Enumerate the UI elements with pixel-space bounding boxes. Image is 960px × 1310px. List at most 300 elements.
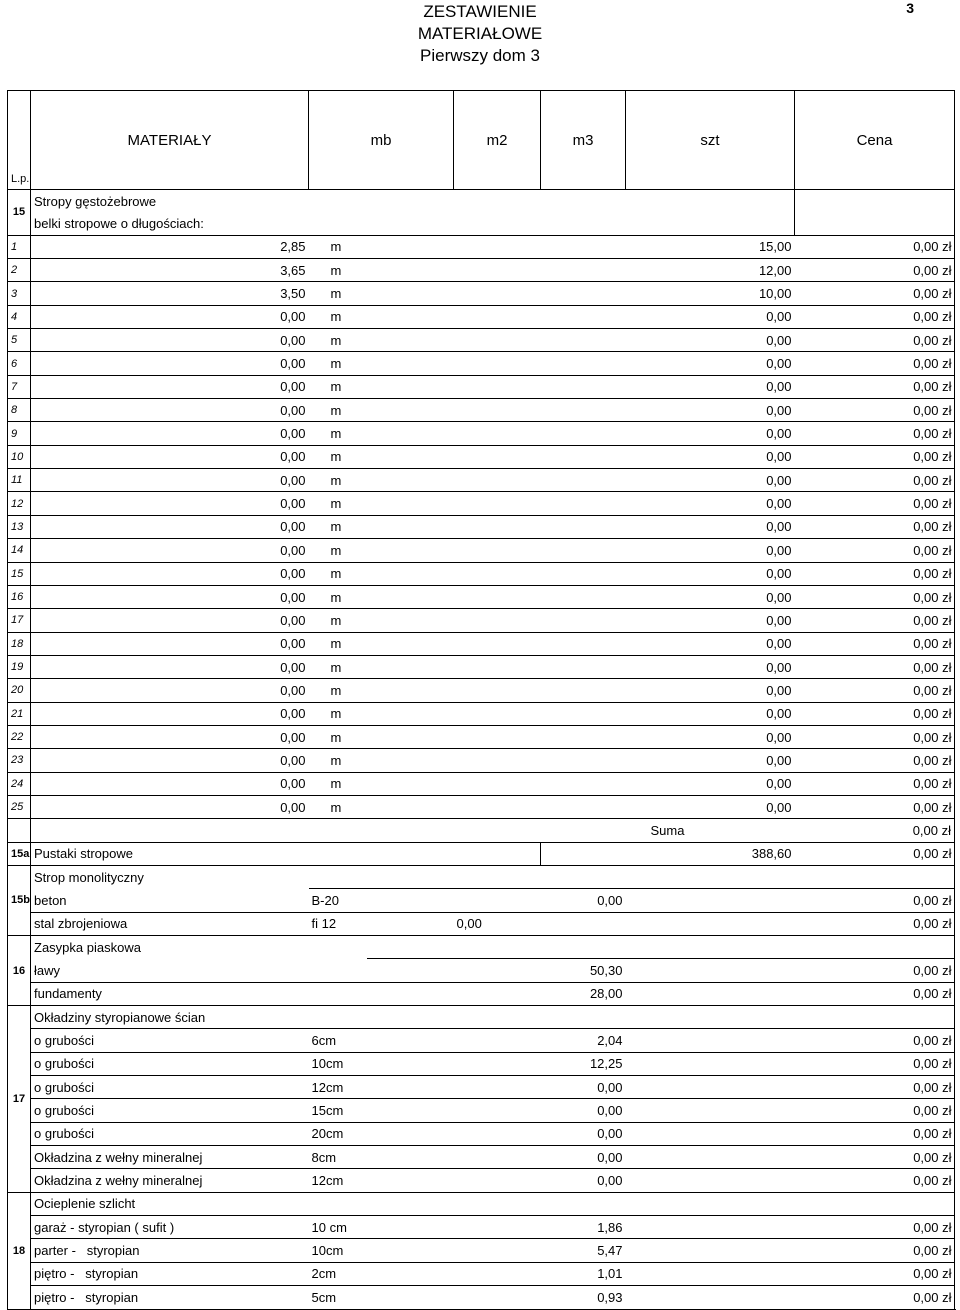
- empty-cell: [367, 679, 454, 702]
- szt-value: 0,00: [541, 305, 795, 328]
- table-row: [8, 1239, 955, 1262]
- cena-value: 0,00 zł: [795, 422, 955, 445]
- cena-value: 0,00 zł: [795, 1169, 955, 1192]
- empty-cell: [626, 1146, 795, 1169]
- cena-value: 0,00 zł: [795, 749, 955, 772]
- empty-cell: [454, 982, 541, 1005]
- empty-cell: [454, 469, 541, 492]
- empty-cell: [454, 1286, 541, 1309]
- spec-value: 5cm: [309, 1286, 454, 1309]
- empty-cell: [367, 422, 454, 445]
- unit-label: m: [309, 562, 367, 585]
- empty-cell: [367, 469, 454, 492]
- table-row: [8, 1146, 955, 1169]
- table-row: [8, 749, 955, 772]
- empty-cell: [454, 1099, 541, 1122]
- spec-value: fi 12: [309, 912, 454, 935]
- empty-cell: [626, 1286, 795, 1309]
- empty-cell: [626, 1122, 795, 1145]
- szt-value: 0,00: [541, 772, 795, 795]
- szt-value: 388,60: [541, 842, 795, 865]
- unit-label: m: [309, 375, 367, 398]
- cena-value: 0,00 zł: [795, 1262, 955, 1285]
- empty-cell: [626, 1216, 795, 1239]
- cena-value: 0,00 zł: [795, 329, 955, 352]
- row-number: 25: [8, 795, 31, 818]
- unit-label: m: [309, 352, 367, 375]
- empty-cell: [626, 1099, 795, 1122]
- empty-cell: [367, 259, 454, 282]
- empty-cell: [454, 259, 541, 282]
- cena-value: 0,00 zł: [795, 445, 955, 468]
- cena-value: 0,00 zł: [795, 1052, 955, 1075]
- row-number: 12: [8, 492, 31, 515]
- empty-cell: [454, 562, 541, 585]
- spec-value: 12cm: [309, 1169, 454, 1192]
- spec-value: 2cm: [309, 1262, 454, 1285]
- cena-value: 0,00 zł: [795, 1122, 955, 1145]
- empty-cell: [454, 1216, 541, 1239]
- empty-cell: [454, 235, 541, 258]
- empty-cell: [454, 702, 541, 725]
- szt-value: 0,00: [541, 795, 795, 818]
- szt-value: 0,00: [541, 492, 795, 515]
- row-number: 13: [8, 515, 31, 538]
- mb-value: 0,00: [454, 912, 541, 935]
- row-number: 23: [8, 749, 31, 772]
- length-value: 0,00: [31, 469, 309, 492]
- table-row: [8, 632, 955, 655]
- row-number: 18: [8, 632, 31, 655]
- material-name: o grubości: [31, 1076, 309, 1099]
- length-value: 3,50: [31, 282, 309, 305]
- material-name: piętro - styropian: [31, 1262, 309, 1285]
- table-row: [8, 609, 955, 632]
- length-value: 0,00: [31, 655, 309, 678]
- length-value: 0,00: [31, 305, 309, 328]
- length-value: 0,00: [31, 352, 309, 375]
- table-row: [8, 1099, 955, 1122]
- unit-label: m: [309, 655, 367, 678]
- m2-value: 0,00: [541, 1169, 626, 1192]
- table-row: [8, 1076, 955, 1099]
- spec-value: 6cm: [309, 1029, 454, 1052]
- empty-cell: [367, 609, 454, 632]
- unit-label: m: [309, 585, 367, 608]
- empty-cell: [367, 585, 454, 608]
- table-row: [8, 352, 955, 375]
- unit-label: m: [309, 329, 367, 352]
- unit-label: m: [309, 609, 367, 632]
- table-row: [8, 655, 955, 678]
- section-subtitle-row: [8, 212, 955, 235]
- empty-cell: [367, 539, 454, 562]
- table-row: [8, 679, 955, 702]
- row-number: 3: [8, 282, 31, 305]
- unit-label: m: [309, 632, 367, 655]
- table-row: [8, 375, 955, 398]
- unit-label: m: [309, 795, 367, 818]
- empty-cell: [454, 1076, 541, 1099]
- szt-value: 0,00: [541, 632, 795, 655]
- section-row: [8, 190, 955, 213]
- cena-value: 0,00 zł: [795, 842, 955, 865]
- table-row: [8, 515, 955, 538]
- col-header-m3: m3: [541, 91, 626, 190]
- szt-value: 0,00: [541, 375, 795, 398]
- unit-label: m: [309, 702, 367, 725]
- szt-value: 12,00: [541, 259, 795, 282]
- material-name: o grubości: [31, 1052, 309, 1075]
- empty-cell: [454, 632, 541, 655]
- empty-cell: [454, 1239, 541, 1262]
- empty-cell: [454, 305, 541, 328]
- empty-cell: [454, 492, 541, 515]
- table-row: [8, 305, 955, 328]
- unit-label: m: [309, 469, 367, 492]
- empty-cell: [795, 190, 955, 213]
- row-number: 1: [8, 235, 31, 258]
- empty-cell: [367, 445, 454, 468]
- empty-cell: [367, 492, 454, 515]
- cena-value: 0,00 zł: [795, 1076, 955, 1099]
- table-row: [8, 492, 955, 515]
- empty-cell: [8, 819, 31, 842]
- empty-cell: [626, 1239, 795, 1262]
- spec-value: 15cm: [309, 1099, 454, 1122]
- cena-value: 0,00 zł: [795, 562, 955, 585]
- table-row: [8, 1286, 955, 1309]
- row-number: 15: [8, 562, 31, 585]
- empty-cell: [795, 212, 955, 235]
- length-value: 0,00: [31, 399, 309, 422]
- cena-value: 0,00 zł: [795, 1216, 955, 1239]
- empty-cell: [367, 282, 454, 305]
- cena-value: 0,00 zł: [795, 305, 955, 328]
- cena-value: 0,00 zł: [795, 912, 955, 935]
- empty-cell: [367, 936, 955, 959]
- col-header-mb: mb: [309, 91, 454, 190]
- length-value: 0,00: [31, 539, 309, 562]
- m2-value: 0,00: [541, 1076, 626, 1099]
- section-row: [8, 936, 955, 959]
- empty-cell: [454, 655, 541, 678]
- empty-cell: [367, 352, 454, 375]
- szt-value: 0,00: [541, 422, 795, 445]
- cena-value: 0,00 zł: [795, 982, 955, 1005]
- material-name: parter - styropian: [31, 1239, 309, 1262]
- empty-cell: [454, 585, 541, 608]
- table-row: [8, 562, 955, 585]
- empty-cell: [31, 819, 541, 842]
- empty-cell: [367, 235, 454, 258]
- szt-value: 0,00: [541, 655, 795, 678]
- sum-label: Suma: [541, 819, 795, 842]
- table-row: [8, 1052, 955, 1075]
- empty-cell: [454, 515, 541, 538]
- table-body: [8, 190, 955, 1310]
- empty-cell: [454, 282, 541, 305]
- cena-value: 0,00 zł: [795, 539, 955, 562]
- cena-value: 0,00 zł: [913, 963, 952, 979]
- material-name: beton: [34, 892, 67, 908]
- length-value: 0,00: [31, 702, 309, 725]
- table-row: [8, 912, 955, 935]
- empty-cell: [367, 1006, 955, 1029]
- m2-value: 5,47: [541, 1239, 626, 1262]
- szt-value: 0,00: [541, 399, 795, 422]
- material-name: Okładzina z wełny mineralnej: [31, 1169, 309, 1192]
- material-name: o grubości: [31, 1029, 309, 1052]
- unit-label: m: [309, 235, 367, 258]
- col-header-cena: Cena: [795, 91, 955, 190]
- length-value: 3,65: [31, 259, 309, 282]
- empty-cell: [626, 1029, 795, 1052]
- table-row: [8, 469, 955, 492]
- row-number: 10: [8, 445, 31, 468]
- length-value: 0,00: [31, 585, 309, 608]
- table-row: [8, 539, 955, 562]
- empty-cell: [309, 865, 955, 888]
- material-name: piętro - styropian: [31, 1286, 309, 1309]
- empty-cell: [367, 562, 454, 585]
- row-number: 6: [8, 352, 31, 375]
- material-name: fundamenty: [31, 982, 454, 1005]
- row-number: 4: [8, 305, 31, 328]
- length-value: 0,00: [31, 725, 309, 748]
- unit-label: m: [309, 772, 367, 795]
- cena-value: 0,00 zł: [795, 1239, 955, 1262]
- unit-label: m: [309, 259, 367, 282]
- empty-cell: [367, 632, 454, 655]
- cena-value: 0,00 zł: [795, 702, 955, 725]
- length-value: 0,00: [31, 515, 309, 538]
- spec-value: 12cm: [309, 1076, 454, 1099]
- empty-cell: [454, 679, 541, 702]
- empty-cell: [454, 539, 541, 562]
- empty-cell: [454, 772, 541, 795]
- cena-value: 0,00 zł: [795, 352, 955, 375]
- m2-value: 0,00: [541, 1146, 626, 1169]
- m3-value: 50,30: [589, 963, 623, 979]
- spec-value: 10 cm: [309, 1216, 454, 1239]
- section-title: Strop monolityczny: [31, 865, 309, 888]
- length-value: 0,00: [31, 375, 309, 398]
- m2-value: 0,00: [541, 1122, 626, 1145]
- table-row: [8, 399, 955, 422]
- szt-value: 0,00: [541, 609, 795, 632]
- length-value: 0,00: [31, 329, 309, 352]
- empty-cell: [454, 725, 541, 748]
- row-number: 11: [8, 469, 31, 492]
- length-value: 0,00: [31, 632, 309, 655]
- cena-value: 0,00 zł: [795, 772, 955, 795]
- m3-value: 28,00: [541, 982, 626, 1005]
- cena-value: 0,00 zł: [795, 609, 955, 632]
- empty-cell: [454, 889, 541, 912]
- table-row: [8, 445, 955, 468]
- table-row: [8, 1216, 955, 1239]
- table-row: [8, 889, 955, 912]
- empty-cell: [367, 375, 454, 398]
- length-value: 0,00: [31, 422, 309, 445]
- cena-value: 0,00 zł: [795, 1146, 955, 1169]
- unit-label: m: [309, 539, 367, 562]
- szt-value: 15,00: [541, 235, 795, 258]
- table-row: [8, 259, 955, 282]
- empty-cell: [367, 725, 454, 748]
- table-row: [8, 422, 955, 445]
- table-row: [8, 282, 955, 305]
- empty-cell: [367, 749, 454, 772]
- col-header-lp: L.p.: [8, 91, 31, 190]
- m3-value: 0,00: [597, 892, 623, 908]
- page-number: 3: [906, 0, 914, 16]
- document-title-line1: ZESTAWIENIE: [423, 2, 537, 21]
- col-header-szt: szt: [626, 91, 795, 190]
- length-value: 0,00: [31, 795, 309, 818]
- length-value: 0,00: [31, 749, 309, 772]
- empty-cell: [367, 702, 454, 725]
- material-name: ławy: [34, 963, 61, 979]
- empty-cell: [367, 329, 454, 352]
- section-number: 16: [8, 936, 31, 1006]
- section-title: Ocieplenie szlicht: [31, 1192, 367, 1215]
- length-value: 0,00: [31, 562, 309, 585]
- szt-value: 0,00: [541, 679, 795, 702]
- table-row: [8, 235, 955, 258]
- empty-cell: [367, 795, 454, 818]
- cena-value: 0,00 zł: [795, 375, 955, 398]
- row-number: 2: [8, 259, 31, 282]
- table-header-row: [8, 91, 955, 190]
- spec-value: B-20: [311, 892, 339, 908]
- section-title: Stropy gęstożebrowe: [31, 190, 795, 213]
- table-row: [8, 329, 955, 352]
- unit-label: m: [309, 282, 367, 305]
- empty-cell: [454, 445, 541, 468]
- material-name: stal zbrojeniowa: [31, 912, 309, 935]
- section-title: Zasypka piaskowa: [31, 936, 367, 959]
- row-number: 14: [8, 539, 31, 562]
- row-number: 16: [8, 585, 31, 608]
- empty-cell: [454, 1029, 541, 1052]
- unit-label: m: [309, 422, 367, 445]
- cena-value: 0,00 zł: [913, 892, 952, 908]
- row-number: 19: [8, 655, 31, 678]
- col-header-m2: m2: [454, 91, 541, 190]
- empty-cell: [626, 1262, 795, 1285]
- length-value: 0,00: [31, 679, 309, 702]
- section-number: 17: [8, 1006, 31, 1193]
- section-title: Okładziny styropianowe ścian: [31, 1006, 367, 1029]
- unit-label: m: [309, 399, 367, 422]
- table-row: [8, 959, 955, 982]
- spec-value: 10cm: [309, 1239, 454, 1262]
- m2-value: 1,86: [541, 1216, 626, 1239]
- table-row: [8, 1262, 955, 1285]
- table-row: [8, 1122, 955, 1145]
- length-value: 0,00: [31, 445, 309, 468]
- section-subtitle: belki stropowe o długościach:: [31, 212, 795, 235]
- cena-value: 0,00 zł: [795, 655, 955, 678]
- section-number: 18: [8, 1192, 31, 1309]
- row-number: 7: [8, 375, 31, 398]
- unit-label: m: [309, 725, 367, 748]
- empty-cell: [626, 1076, 795, 1099]
- unit-label: m: [309, 305, 367, 328]
- material-name: Pustaki stropowe: [31, 842, 541, 865]
- row-number: 20: [8, 679, 31, 702]
- empty-cell: [454, 1146, 541, 1169]
- szt-value: 0,00: [541, 515, 795, 538]
- m2-value: 12,25: [541, 1052, 626, 1075]
- unit-label: m: [309, 445, 367, 468]
- empty-cell: [626, 982, 795, 1005]
- empty-cell: [626, 889, 795, 912]
- row-number: 24: [8, 772, 31, 795]
- empty-cell: [367, 772, 454, 795]
- unit-label: m: [309, 679, 367, 702]
- m2-value: 1,01: [541, 1262, 626, 1285]
- empty-cell: [454, 1169, 541, 1192]
- cena-value: 0,00 zł: [795, 515, 955, 538]
- empty-cell: [454, 329, 541, 352]
- empty-cell: [367, 515, 454, 538]
- cena-value: 0,00 zł: [795, 1286, 955, 1309]
- row-number: 5: [8, 329, 31, 352]
- table-row: [8, 842, 955, 865]
- empty-cell: [454, 609, 541, 632]
- section-number: 15: [8, 190, 31, 236]
- szt-value: 0,00: [541, 562, 795, 585]
- material-name: Okładzina z wełny mineralnej: [31, 1146, 309, 1169]
- unit-label: m: [309, 515, 367, 538]
- empty-cell: [626, 1052, 795, 1075]
- empty-cell: [367, 305, 454, 328]
- row-number: 17: [8, 609, 31, 632]
- cena-value: 0,00 zł: [795, 492, 955, 515]
- cena-value: 0,00 zł: [795, 282, 955, 305]
- cena-value: 0,00 zł: [795, 1099, 955, 1122]
- table-row: [8, 982, 955, 1005]
- table-row: [8, 795, 955, 818]
- unit-label: m: [309, 749, 367, 772]
- empty-cell: [626, 912, 795, 935]
- table-row: [8, 1169, 955, 1192]
- sum-row: [8, 819, 955, 842]
- length-value: 2,85: [31, 235, 309, 258]
- empty-cell: [454, 795, 541, 818]
- empty-cell: [454, 749, 541, 772]
- length-value: 0,00: [31, 609, 309, 632]
- row-number: 21: [8, 702, 31, 725]
- szt-value: 0,00: [541, 352, 795, 375]
- table-row: [8, 772, 955, 795]
- section-number: 15b: [8, 865, 31, 935]
- row-number: 8: [8, 399, 31, 422]
- section-row: [8, 1192, 955, 1215]
- empty-cell: [454, 352, 541, 375]
- table-row: [8, 1029, 955, 1052]
- m2-value: 0,00: [541, 1099, 626, 1122]
- empty-cell: [454, 1122, 541, 1145]
- material-name: o grubości: [31, 1099, 309, 1122]
- empty-cell: [541, 912, 626, 935]
- szt-value: 0,00: [541, 469, 795, 492]
- document-title-line2: MATERIAŁOWE: [417, 24, 543, 43]
- szt-value: 0,00: [541, 749, 795, 772]
